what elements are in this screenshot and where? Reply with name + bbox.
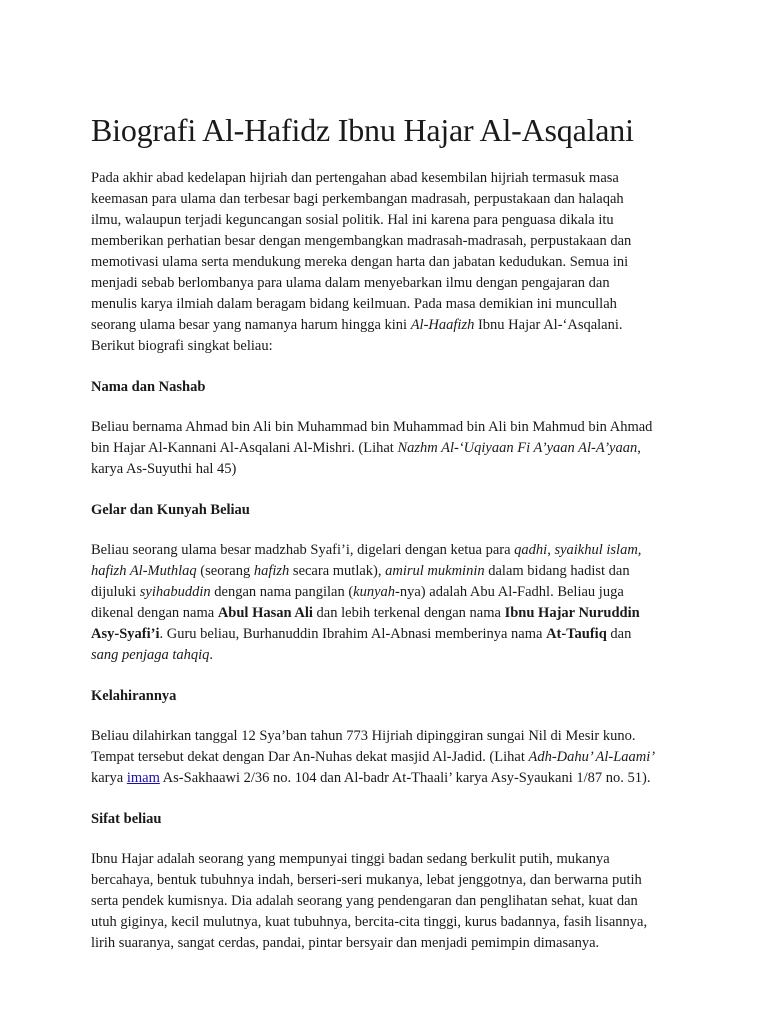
sifat-paragraph: [91, 849, 678, 954]
gelar-text: .: [209, 647, 214, 663]
gelar-bold: Ibnu Hajar Nuruddin: [504, 605, 640, 621]
intro-line: memotivasi ulama serta mendukung mereka dengan harta dan jabatan kedudukan. Semua ini: [91, 254, 629, 270]
intro-line: menjadi sebab berlombanya para ulama dalam menyebarkan ilmu dengan pengajaran dan: [91, 275, 610, 291]
intro-line: keemasan para ulama dan terbesar bagi perkembangan madrasah, perpustakaan dan halaqah: [91, 191, 624, 207]
kelahiran-line: Beliau dilahirkan tanggal 12 Sya’ban tahun 773 Hijriah dipinggiran sungai Nil di Mesir kuno.: [91, 728, 636, 744]
nama-text: bin Hajar Al-Kannani Al-Asqalani Al-Mishri. (Lihat: [91, 440, 398, 456]
gelar-line: [91, 540, 678, 561]
intro-italic-term: Al-Haafizh: [410, 317, 475, 333]
intro-line: [91, 315, 678, 336]
section-heading-gelar: Gelar dan Kunyah Beliau: [91, 502, 250, 518]
gelar-text: -nya) adalah Abu Al-Fadhl. Beliau juga: [395, 584, 624, 600]
sifat-line: utuh giginya, kecil mulutnya, kuat tubuhnya, bercita-cita tinggi, kurus badannya, fasih lisannya,: [91, 914, 648, 930]
page-title: Biografi Al-Hafidz Ibnu Hajar Al-Asqalani: [91, 112, 634, 148]
intro-line: Berikut biografi singkat beliau:: [91, 338, 273, 354]
gelar-line: [91, 645, 678, 666]
nama-text: ,: [637, 440, 641, 456]
gelar-bold: At-Taufiq: [546, 626, 607, 642]
gelar-italic: syaikhul islam,: [554, 542, 642, 558]
gelar-text: Beliau seorang ulama besar madzhab Syafi’i, digelari dengan ketua para: [91, 542, 515, 558]
gelar-italic: syihabuddin: [139, 584, 211, 600]
gelar-italic: sang penjaga tahqiq: [91, 647, 210, 663]
kelahiran-text: karya: [91, 770, 127, 786]
sifat-line: serta pendek kumisnya. Dia adalah seorang yang pendengaran dan penglihatan sehat, kuat dan: [91, 893, 638, 909]
kelahiran-line: [91, 768, 678, 789]
gelar-paragraph: [91, 540, 678, 666]
sifat-line: Ibnu Hajar adalah seorang yang mempunyai tinggi badan sedang berkulit putih, mukanya: [91, 851, 610, 867]
gelar-text: dan lebih terkenal dengan nama: [312, 605, 505, 621]
gelar-italic: hafizh Al-Muthlaq: [91, 563, 197, 579]
gelar-text: dikenal dengan nama: [91, 605, 218, 621]
imam-link[interactable]: imam: [126, 770, 160, 786]
gelar-italic: kunyah: [353, 584, 396, 600]
kelahiran-text: As-Sakhaawi 2/36 no. 104 dan Al-badr At-Thaali’ karya Asy-Syaukani 1/87 no. 51).: [159, 770, 651, 786]
kelahiran-text: Tempat tersebut dekat dengan Dar An-Nuhas dekat masjid Al-Jadid. (Lihat: [91, 749, 529, 765]
gelar-text: dijuluki: [91, 584, 140, 600]
section-heading-kelahiran: Kelahirannya: [91, 688, 177, 704]
gelar-text: dan: [606, 626, 632, 642]
intro-text: seorang ulama besar yang namanya harum hingga kini: [91, 317, 411, 333]
intro-line: menulis karya ilmiah dalam beragam bidang keilmuan. Pada masa demikian ini muncullah: [91, 296, 617, 312]
nama-italic-title: Nazhm Al-‘Uqiyaan Fi A’yaan Al-A’yaan: [397, 440, 638, 456]
section-heading-nama: Nama dan Nashab: [91, 379, 206, 395]
nama-line: [91, 438, 678, 459]
gelar-text: dengan nama pangilan (: [210, 584, 354, 600]
gelar-text: (seorang: [196, 563, 254, 579]
intro-text: Ibnu Hajar Al-‘Asqalani.: [474, 317, 623, 333]
section-heading-sifat: Sifat beliau: [91, 811, 162, 827]
kelahiran-paragraph: [91, 726, 678, 789]
gelar-text: secara mutlak),: [289, 563, 386, 579]
kelahiran-italic-title: Adh-Dahu’ Al-Laami’: [528, 749, 656, 765]
kelahiran-line: [91, 747, 678, 768]
gelar-italic: hafizh: [253, 563, 290, 579]
nama-line: karya As-Suyuthi hal 45): [91, 461, 237, 477]
sifat-line: bercahaya, bentuk tubuhnya indah, berseri-seri mukanya, lebat jenggotnya, dan berwarna putih: [91, 872, 642, 888]
gelar-line: [91, 603, 678, 624]
intro-line: ilmu, walaupun terjadi keguncangan sosial politik. Hal ini karena para penguasa dikala itu: [91, 212, 614, 228]
intro-line: Pada akhir abad kedelapan hijriah dan pertengahan abad kesembilan hijriah termasuk masa: [91, 170, 619, 186]
gelar-italic: amirul mukminin: [385, 563, 485, 579]
gelar-line: [91, 624, 678, 645]
gelar-line: [91, 582, 678, 603]
gelar-bold: Abul Hasan Ali: [217, 605, 313, 621]
gelar-bold: Asy-Syafi’i: [91, 626, 160, 642]
sifat-line: lirih suaranya, sangat cerdas, pandai, pintar bersyair dan menjadi pemimpin dimasanya.: [91, 935, 600, 951]
intro-paragraph: [91, 168, 678, 357]
gelar-line: [91, 561, 678, 582]
gelar-italic: qadhi: [514, 542, 548, 558]
gelar-text: . Guru beliau, Burhanuddin Ibrahim Al-Abnasi memberinya nama: [159, 626, 547, 642]
nama-line: Beliau bernama Ahmad bin Ali bin Muhammad bin Muhammad bin Ali bin Mahmud bin Ahmad: [91, 419, 653, 435]
nama-paragraph: [91, 417, 678, 480]
gelar-text: ,: [547, 542, 555, 558]
gelar-text: dalam bidang hadist dan: [484, 563, 630, 579]
intro-line: memberikan perhatian besar dengan mengembangkan madrasah-madrasah, perpustakaan dan: [91, 233, 632, 249]
